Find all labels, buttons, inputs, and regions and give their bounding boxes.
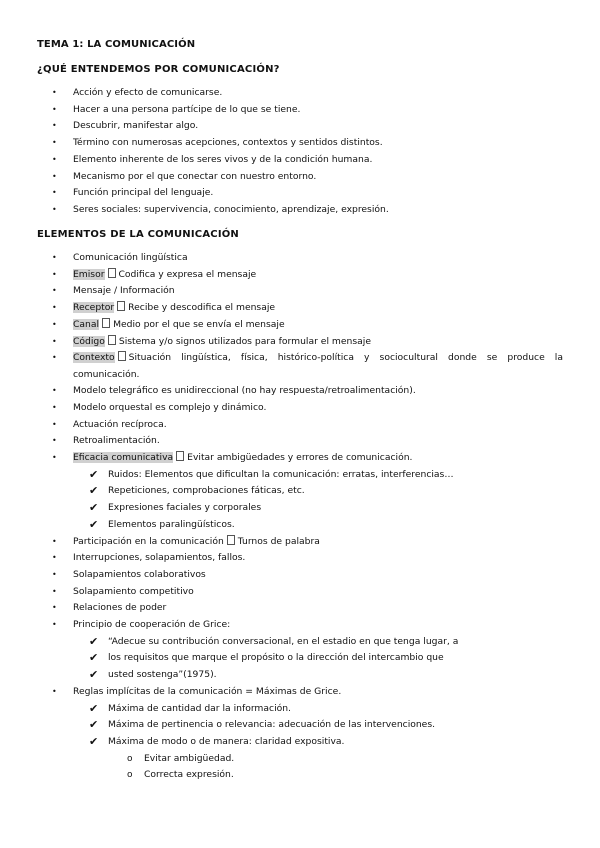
list-item: • Mecanismo por el que conectar con nuestro entorno.	[0, 169, 600, 186]
checkmark-icon: ✔	[89, 651, 99, 665]
list-item-contexto: • Contexto Situación lingüística, física, histórico-política y sociocultural donde se produce la comunicación.	[0, 350, 563, 383]
list-item: • Descubrir, manifestar algo.	[0, 118, 600, 135]
list-item: • Reglas implícitas de la comunicación = Máximas de Grice.	[0, 684, 600, 701]
list-item: • Solapamientos colaborativos	[0, 567, 600, 584]
box-glyph-icon	[227, 535, 235, 545]
sub-list-item: ✔ Elementos paralingüísticos.	[0, 517, 600, 534]
box-glyph-icon	[108, 335, 116, 345]
sub-list-item: ✔ usted sostenga”(1975).	[0, 667, 600, 684]
box-glyph-icon	[117, 301, 125, 311]
highlighted-term: Canal	[73, 318, 100, 330]
list-item: • Término con numerosas acepciones, contextos y sentidos distintos.	[0, 135, 600, 152]
box-glyph-icon	[118, 351, 126, 361]
highlighted-term: Eficacia comunicativa	[73, 452, 174, 464]
checkmark-icon: ✔	[89, 668, 99, 682]
box-glyph-icon	[108, 268, 116, 278]
list-item: • Solapamiento competitivo	[0, 584, 600, 601]
list-item: • Principio de cooperación de Grice:	[0, 617, 600, 634]
box-glyph-icon	[102, 318, 110, 328]
list-item: • Hacer a una persona partícipe de lo que se tiene.	[0, 102, 600, 119]
section-heading-elementos: ELEMENTOS DE LA COMUNICACIÓN	[37, 229, 240, 240]
list-item: • Mensaje / Información	[0, 283, 600, 300]
circle-bullet-icon: o	[127, 770, 133, 781]
definitions-list	[0, 85, 600, 219]
list-item: • Función principal del lenguaje.	[0, 185, 600, 202]
checkmark-icon: ✔	[89, 517, 99, 531]
checkmark-icon: ✔	[89, 634, 99, 648]
sub-list-item: ✔ Máxima de modo o de manera: claridad expositiva.	[0, 734, 600, 751]
checkmark-icon: ✔	[89, 701, 99, 715]
list-item: • Acción y efecto de comunicarse.	[0, 85, 600, 102]
highlighted-term: Código	[73, 335, 105, 347]
list-item: • Actuación recíproca.	[0, 417, 600, 434]
list-item: • Modelo orquestal es complejo y dinámico.	[0, 400, 600, 417]
list-item: • Relaciones de poder	[0, 600, 600, 617]
sub-list-item: ✔ los requisitos que marque el propósito o la dirección del intercambio que	[0, 650, 600, 667]
sub-list-item: ✔ Máxima de cantidad dar la información.	[0, 701, 600, 718]
list-item: • Interrupciones, solapamientos, fallos.	[0, 550, 600, 567]
list-item: • Comunicación lingüística	[0, 250, 600, 267]
checkmark-icon: ✔	[89, 467, 99, 481]
document-title: TEMA 1: LA COMUNICACIÓN	[37, 39, 196, 50]
sub-list-item: ✔ Expresiones faciales y corporales	[0, 500, 600, 517]
checkmark-icon: ✔	[89, 734, 99, 748]
list-item: • Modelo telegráfico es unidireccional (no hay respuesta/retroalimentación).	[0, 383, 600, 400]
elements-list	[0, 250, 600, 784]
checkmark-icon: ✔	[89, 501, 99, 515]
list-item-canal: • Canal Medio por el que se envía el mensaje	[0, 317, 600, 334]
sub-sub-list-item: o Correcta expresión.	[0, 767, 600, 784]
list-item-participacion: • Participación en la comunicación Turnos de palabra	[0, 534, 600, 551]
sub-list-item: ✔ Ruidos: Elementos que dificultan la comunicación: erratas, interferencias…	[0, 467, 600, 484]
checkmark-icon: ✔	[89, 718, 99, 732]
list-item-eficacia: • Eficacia comunicativa Evitar ambigüedades y errores de comunicación.	[0, 450, 600, 467]
list-item: • Retroalimentación.	[0, 433, 600, 450]
sub-list-item: ✔ “Adecue su contribución conversacional, en el estadio en que tenga lugar, a	[0, 634, 600, 651]
sub-list-item: ✔ Máxima de pertinencia o relevancia: adecuación de las intervenciones.	[0, 717, 600, 734]
highlighted-term: Emisor	[73, 268, 105, 280]
circle-bullet-icon: o	[127, 753, 133, 764]
sub-sub-list-item: o Evitar ambigüedad.	[0, 751, 600, 768]
list-item-emisor: • Emisor Codifica y expresa el mensaje	[0, 267, 600, 284]
sub-list-item: ✔ Repeticiones, comprobaciones fáticas, etc.	[0, 483, 600, 500]
checkmark-icon: ✔	[89, 484, 99, 498]
list-item: • Elemento inherente de los seres vivos y de la condición humana.	[0, 152, 600, 169]
list-item-codigo: • Código Sistema y/o signos utilizados para formular el mensaje	[0, 334, 600, 351]
highlighted-term: Contexto	[73, 352, 115, 364]
highlighted-term: Receptor	[73, 302, 115, 314]
section-heading-que-entendemos: ¿QUÉ ENTENDEMOS POR COMUNICACIÓN?	[37, 64, 280, 75]
list-item-receptor: • Receptor Recibe y descodifica el mensaje	[0, 300, 600, 317]
list-item: • Seres sociales: supervivencia, conocimiento, aprendizaje, expresión.	[0, 202, 600, 219]
box-glyph-icon	[176, 451, 184, 461]
